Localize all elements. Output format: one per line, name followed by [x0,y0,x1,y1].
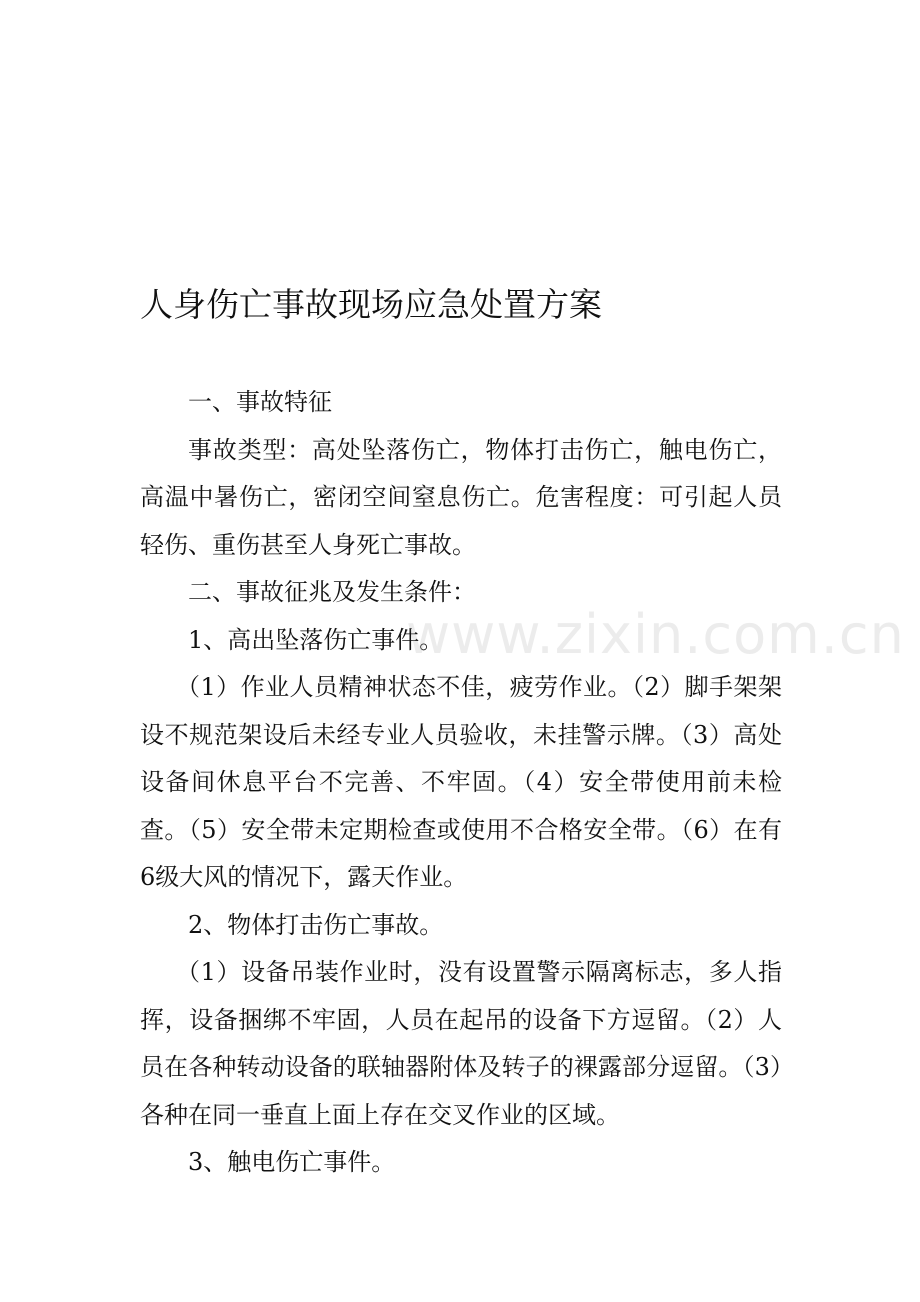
section-heading-accident-features: 一、事故特征 [188,388,332,416]
section-heading-accident-signs: 二、事故征兆及发生条件： [188,578,476,606]
site-watermark: www.zixin.com.cn [406,603,905,666]
document-body [140,379,782,1187]
subheading-fall-from-height: 1、高出坠落伤亡事件。 [188,625,444,654]
subheading-electrocution: 3、触电伤亡事件。 [188,1148,396,1176]
document-title: 人身伤亡事故现场应急处置方案 [140,285,602,324]
paragraph-fall-conditions: （1）作业人员精神状态不佳，疲劳作业。（2）脚手架架设不规范架设后未经专业人员验收，未挂警示牌。（3）高处设备间休息平台不完善、不牢固。（4）安全带使用前未检查。（5）安全带未定期检查或使用不合格安全带。（6）在有6级大风的情况下，露天作业。 [140,673,782,891]
subheading-object-strike: 2、物体打击伤亡事故。 [188,910,444,939]
paragraph-accident-types: 事故类型：高处坠落伤亡，物体打击伤亡，触电伤亡，高温中暑伤亡，密闭空间窒息伤亡。危害程度：可引起人员轻伤、重伤甚至人身死亡事故。 [140,435,782,559]
paragraph-object-strike-conditions: （1）设备吊装作业时，没有设置警示隔离标志，多人指挥，设备捆绑不牢固，人员在起吊的设备下方逗留。（2）人员在各种转动设备的联轴器附体及转子的裸露部分逗留。（3）各种在同一垂直上面上存在交叉作业的区域。 [140,958,782,1129]
